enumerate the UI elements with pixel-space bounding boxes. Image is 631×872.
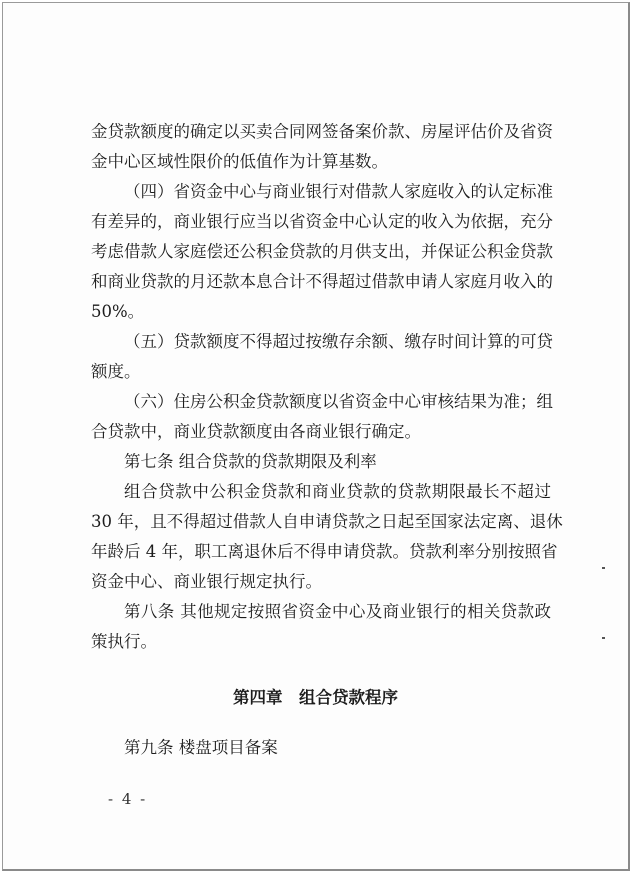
text-line: 资金中心、商业银行规定执行。 [91,572,322,591]
scan-speck [602,567,605,569]
text-line: 额度。 [91,362,141,381]
article-heading: 第七条 组合贷款的贷款期限及利率 [124,452,377,471]
chapter-title: 第四章 组合贷款程序 [233,688,398,707]
text-line: 和商业贷款的月还款本息合计不得超过借款申请人家庭月收入的 [91,272,553,291]
scan-speck [602,637,605,639]
article-heading: 第九条 楼盘项目备案 [124,738,278,757]
text-line: 策执行。 [91,632,157,651]
text-line: 30 年，且不得超过借款人自申请贷款之日起至国家法定离、退休 [91,512,563,531]
text-line: 金中心区域性限价的低值作为计算基数。 [91,152,388,171]
text-line: 考虑借款人家庭偿还公积金贷款的月供支出，并保证公积金贷款 [91,242,553,261]
text-line: （五）贷款额度不得超过按缴存余额、缴存时间计算的可贷 [124,332,553,351]
text-line: （四）省资金中心与商业银行对借款人家庭收入的认定标准 [124,182,553,201]
page-number: - 4 - [108,790,148,808]
text-line: 组合贷款中公积金贷款和商业贷款的贷款期限最长不超过 [124,482,551,501]
text-line: 50%。 [91,302,145,321]
text-line: 有差异的，商业银行应当以省资金中心认定的收入为依据，充分 [91,212,553,231]
text-line: 年龄后 4 年，职工离退休后不得申请贷款。贷款利率分别按照省 [91,542,558,561]
article-heading: 第八条 其他规定按照省资金中心及商业银行的相关贷款政 [124,602,551,621]
text-line: （六）住房公积金贷款额度以省资金中心审核结果为准；组 [124,392,553,411]
text-line: 合贷款中，商业贷款额度由各商业银行确定。 [91,422,421,441]
text-line: 金贷款额度的确定以买卖合同网签备案价款、房屋评估价及省资 [91,122,553,141]
